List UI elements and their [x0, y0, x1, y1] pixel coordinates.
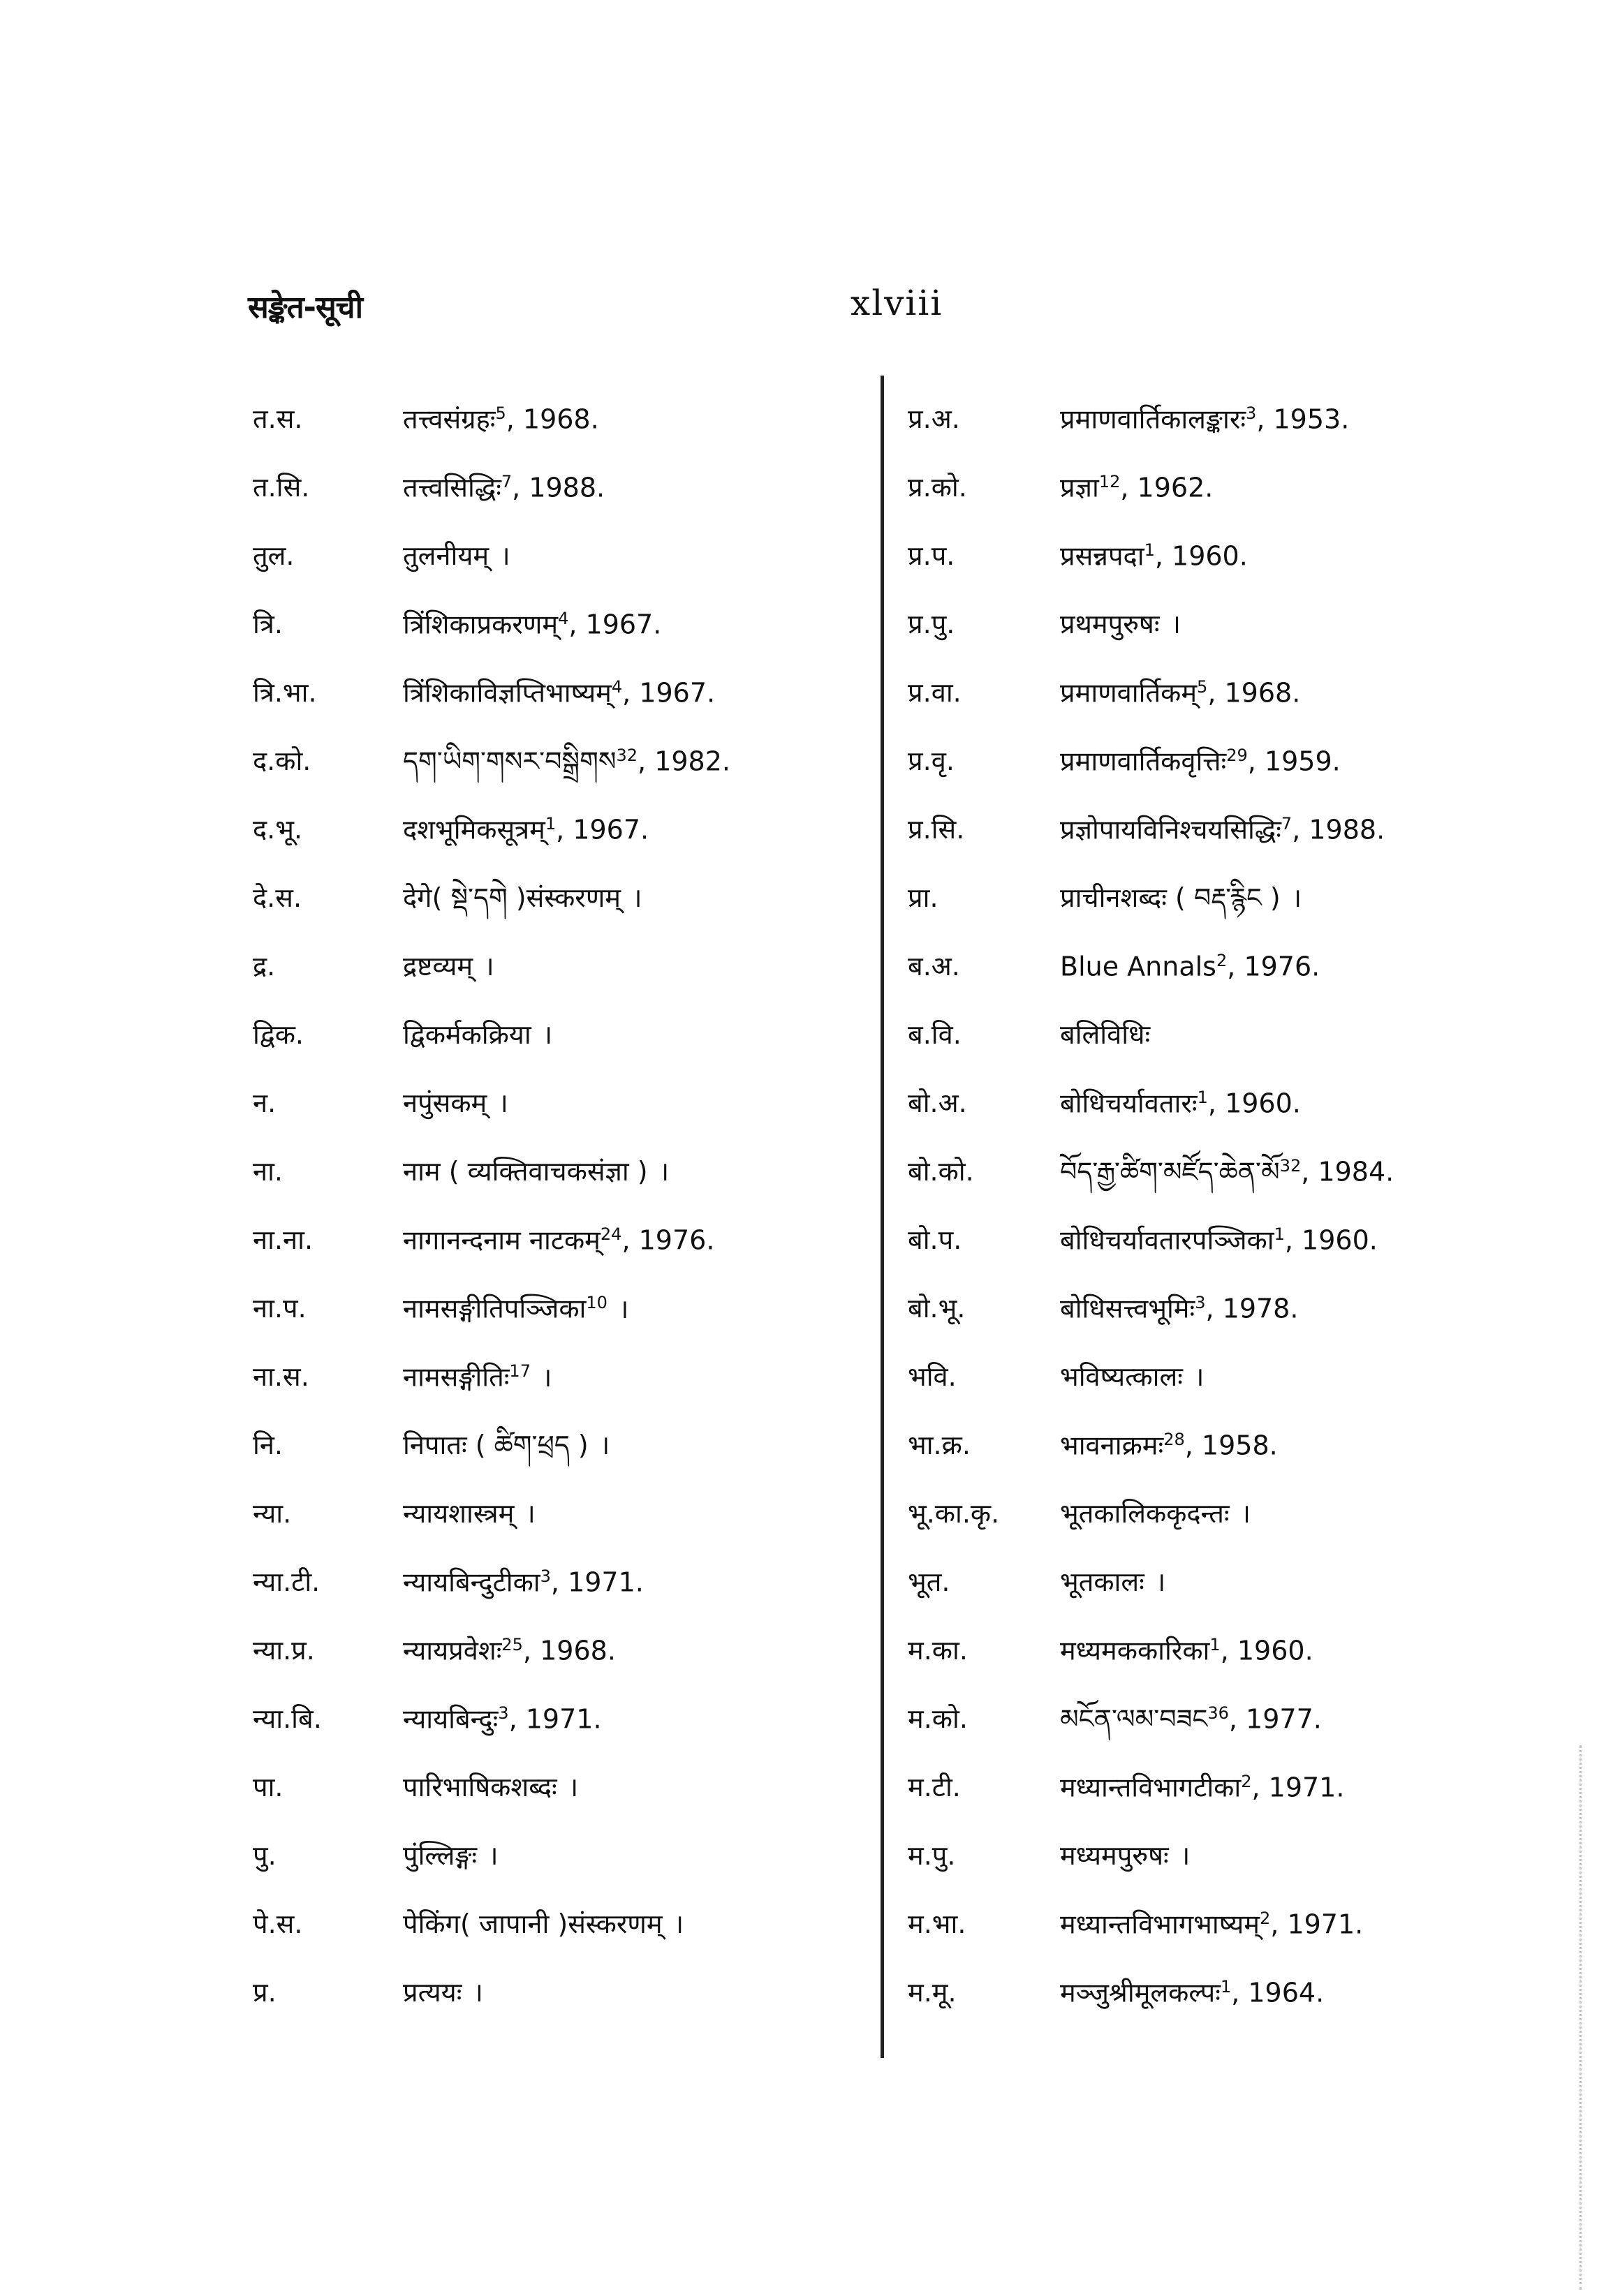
abbreviation-entry: [253, 1498, 867, 1567]
entry-expansion: न्यायशास्त्रम् ।: [403, 1498, 536, 1529]
entry-title: पेकिंग( जापानी )संस्करणम्: [403, 1909, 663, 1939]
abbreviation-entry: [253, 472, 867, 540]
entry-title: མངོན་ལམ་བཟང: [1060, 1703, 1208, 1735]
entry-title: बोधिसत्त्वभूमिः: [1060, 1293, 1195, 1324]
entry-expansion: भविष्यत्कालः ।: [1060, 1361, 1205, 1392]
entry-expansion: भावनाक्रमः$^{28}$, 1958.: [1060, 1430, 1278, 1461]
entry-expansion: न्यायबिन्दुः$^3$, 1971.: [403, 1703, 602, 1735]
entry-expansion: मध्यान्तविभागभाष्यम्$^2$, 1971.: [1060, 1909, 1364, 1940]
entry-title: नामसङ्गीतिः: [403, 1361, 510, 1393]
entry-expansion: देगे( སྡེ་དགེ )संस्करणम् ।: [403, 882, 642, 913]
entry-expansion: མངོན་ལམ་བཟང$^{36}$, 1977.: [1060, 1703, 1322, 1735]
abbreviation-entry: [253, 1567, 867, 1635]
entry-expansion: བོད་རྒྱ་ཚིག་མཛོད་ཆེན་མོ$^{32}$, 1984.: [1060, 1156, 1394, 1187]
abbreviation-entry: [253, 1635, 867, 1703]
entry-title: དག་ཡིག་གསར་བསྒྲིགས: [403, 746, 617, 777]
entry-expansion: प्रत्ययः ।: [403, 1977, 483, 2008]
abbreviation-entry: [253, 1293, 867, 1361]
entry-expansion: प्रज्ञोपायविनिश्चयसिद्धिः$^7$, 1988.: [1060, 814, 1385, 845]
abbreviation-entry: [253, 1909, 867, 1977]
abbreviation-entry: [908, 472, 1508, 540]
section-title: सङ्केत-सूची: [248, 290, 363, 325]
entry-edition-number: 1: [1209, 1635, 1221, 1654]
entry-expansion: मञ्जुश्रीमूलकल्पः$^1$, 1964.: [1060, 1977, 1325, 2008]
right-abbreviation-column: [908, 403, 1508, 2045]
entry-year: 1953: [1273, 403, 1341, 435]
entry-abbreviation: प्र.वा.: [908, 677, 962, 708]
entry-title: नाम ( व्यक्तिवाचकसंज्ञा ): [403, 1156, 648, 1187]
entry-abbreviation: पा.: [253, 1772, 284, 1802]
entry-edition-number: 3: [498, 1703, 509, 1723]
entry-year: 1971: [1287, 1909, 1355, 1940]
entry-expansion: नपुंसकम् ।: [403, 1088, 508, 1118]
left-abbreviation-column: [253, 403, 867, 2045]
abbreviation-entry: [253, 882, 867, 951]
entry-expansion: Blue Annals$^2$, 1976.: [1060, 951, 1320, 982]
entry-abbreviation: नि.: [253, 1430, 284, 1460]
entry-abbreviation: भा.क्र.: [908, 1430, 971, 1460]
entry-expansion: [1060, 1019, 1150, 1051]
entry-year: 1978: [1222, 1293, 1290, 1324]
entry-expansion: དག་ཡིག་གསར་བསྒྲིགས$^{32}$, 1982.: [403, 746, 731, 777]
entry-title: त्रिंशिकाप्रकरणम्: [403, 609, 559, 640]
entry-edition-number: 32: [616, 746, 638, 765]
entry-edition-number: 4: [558, 609, 569, 628]
entry-edition-number: 1: [1144, 540, 1155, 560]
entry-expansion: नामसङ्गीतिः$^{17}$ ।: [403, 1361, 552, 1393]
abbreviation-entry: [253, 1361, 867, 1430]
abbreviation-entry: [908, 1909, 1508, 1977]
abbreviation-entry: [908, 403, 1508, 472]
abbreviation-entry: [908, 1224, 1508, 1293]
abbreviation-entry: [908, 882, 1508, 951]
entry-expansion: बोधिसत्त्वभूमिः$^3$, 1978.: [1060, 1293, 1299, 1324]
abbreviation-entry: [253, 677, 867, 746]
abbreviation-entry: [253, 1703, 867, 1772]
entry-expansion: द्विकर्मकक्रिया ।: [403, 1019, 553, 1050]
entry-expansion: त्रिंशिकाप्रकरणम्$^4$, 1967.: [403, 609, 662, 640]
entry-abbreviation: न्या.टी.: [253, 1567, 321, 1597]
entry-abbreviation: ब.अ.: [908, 951, 960, 982]
entry-title: मध्यान्तविभागभाष्यम्: [1060, 1909, 1260, 1940]
entry-edition-number: 29: [1226, 746, 1248, 765]
abbreviation-entry: [253, 540, 867, 609]
entry-title: प्रमाणवार्तिकवृत्तिः: [1060, 746, 1227, 777]
entry-abbreviation: पे.स.: [253, 1909, 303, 1939]
entry-title: नपुंसकम्: [403, 1088, 487, 1118]
entry-abbreviation: न्या.बि.: [253, 1703, 322, 1734]
entry-abbreviation: म.भा.: [908, 1909, 966, 1939]
page-number: xlviii: [850, 283, 943, 323]
entry-title: तुलनीयम्: [403, 540, 489, 571]
entry-title: न्यायबिन्दुः: [403, 1703, 499, 1735]
entry-year: 1971: [525, 1703, 594, 1735]
entry-title: मञ्जुश्रीमूलकल्पः: [1060, 1977, 1221, 2008]
entry-title: तत्त्वसिद्धिः: [403, 472, 501, 503]
entry-year: 1959: [1264, 746, 1332, 777]
entry-title: नागानन्दनाम नाटकम्: [403, 1224, 601, 1256]
entry-edition-number: 5: [1197, 677, 1208, 697]
entry-title: प्रज्ञोपायविनिश्चयसिद्धिः: [1060, 814, 1281, 845]
entry-abbreviation: तुल.: [253, 540, 295, 571]
entry-edition-number: 24: [600, 1224, 622, 1244]
entry-abbreviation: भूत.: [908, 1567, 950, 1597]
entry-abbreviation: द.भू.: [253, 814, 303, 845]
entry-edition-number: 7: [1281, 814, 1293, 834]
entry-title: बलिविधिः: [1060, 1019, 1151, 1050]
entry-edition-number: 32: [1279, 1156, 1302, 1176]
entry-abbreviation: त.स.: [253, 403, 303, 434]
entry-edition-number: 5: [495, 403, 506, 423]
entry-title: बोधिचर्यावतारपञ्जिका: [1060, 1224, 1274, 1256]
entry-expansion: पुंल्लिङ्गः ।: [403, 1840, 499, 1871]
entry-title: भविष्यत्कालः: [1060, 1361, 1183, 1392]
entry-year: 1967: [639, 677, 707, 709]
entry-abbreviation: ब.वि.: [908, 1019, 962, 1050]
entry-expansion: तुलनीयम् ।: [403, 540, 510, 571]
entry-year: 1982: [654, 746, 722, 777]
entry-year: 1960: [1237, 1635, 1305, 1666]
entry-abbreviation: बो.भू.: [908, 1293, 966, 1324]
entry-title: द्रष्टव्यम्: [403, 951, 473, 982]
entry-abbreviation: द्र.: [253, 951, 276, 982]
entry-abbreviation: बो.को.: [908, 1156, 974, 1187]
entry-expansion: भूतकालः ।: [1060, 1567, 1166, 1597]
entry-expansion: बोधिचर्यावतारः$^1$, 1960.: [1060, 1088, 1301, 1119]
entry-expansion: न्यायबिन्दुटीका$^3$, 1971.: [403, 1567, 644, 1598]
entry-expansion: प्रमाणवार्तिकवृत्तिः$^{29}$, 1959.: [1060, 746, 1341, 777]
column-divider: [881, 376, 884, 2058]
entry-title: न्यायशास्त्रम्: [403, 1498, 515, 1529]
entry-title: भूतकालः: [1060, 1567, 1144, 1597]
entry-expansion: दशभूमिकसूत्रम्$^1$, 1967.: [403, 814, 649, 845]
entry-year: 1976: [638, 1224, 707, 1256]
abbreviation-entry: [908, 1088, 1508, 1156]
abbreviation-entry: [253, 746, 867, 814]
entry-edition-number: 25: [501, 1635, 523, 1654]
entry-year: 1962: [1137, 472, 1205, 503]
entry-abbreviation: प्र.अ.: [908, 403, 960, 434]
entry-expansion: प्रमाणवार्तिकम्$^5$, 1968.: [1060, 677, 1301, 709]
entry-edition-number: 2: [1241, 1772, 1252, 1791]
entry-abbreviation: बो.अ.: [908, 1088, 967, 1118]
entry-year: 1976: [1244, 951, 1312, 982]
entry-year: 1964: [1248, 1977, 1316, 2008]
entry-title: देगे( སྡེ་དགེ )संस्करणम्: [403, 882, 621, 913]
entry-title: द्विकर्मकक्रिया: [403, 1019, 531, 1050]
entry-title: प्रथमपुरुषः: [1060, 609, 1160, 639]
entry-title: Blue Annals: [1060, 951, 1216, 982]
entry-expansion: प्रथमपुरुषः ।: [1060, 609, 1181, 639]
entry-abbreviation: द्विक.: [253, 1019, 304, 1050]
entry-abbreviation: प्र.पु.: [908, 609, 955, 639]
entry-title: बोधिचर्यावतारः: [1060, 1088, 1198, 1119]
entry-abbreviation: त.सि.: [253, 472, 310, 503]
entry-title: प्राचीनशब्दः ( བརྡ་རྙིང ): [1060, 882, 1281, 913]
entry-abbreviation: म.पु.: [908, 1840, 956, 1871]
abbreviation-entry: [253, 1772, 867, 1840]
entry-expansion: नामसङ्गीतिपञ्जिका$^{10}$ ।: [403, 1293, 629, 1324]
entry-title: निपातः ( ཚིག་ཕྲད ): [403, 1430, 589, 1460]
abbreviation-entry: [253, 814, 867, 882]
entry-abbreviation: न.: [253, 1088, 277, 1118]
entry-abbreviation: द.को.: [253, 746, 311, 776]
entry-abbreviation: भवि.: [908, 1361, 957, 1392]
entry-abbreviation: त्रि.: [253, 609, 283, 639]
abbreviation-entry: [908, 951, 1508, 1019]
abbreviation-entry: [908, 1498, 1508, 1567]
abbreviation-entry: [908, 609, 1508, 677]
entry-abbreviation: म.का.: [908, 1635, 968, 1666]
abbreviation-entry: [908, 1156, 1508, 1224]
entry-edition-number: 17: [509, 1361, 531, 1381]
entry-abbreviation: प्र.को.: [908, 472, 967, 503]
abbreviation-entry: [908, 1772, 1508, 1840]
entry-title: दशभूमिकसूत्रम्: [403, 814, 545, 845]
entry-year: 1967: [585, 609, 654, 640]
entry-expansion: बोधिचर्यावतारपञ्जिका$^1$, 1960.: [1060, 1224, 1378, 1256]
abbreviation-entry: [908, 746, 1508, 814]
entry-abbreviation: प्र.सि.: [908, 814, 965, 845]
entry-year: 1968: [540, 1635, 608, 1666]
entry-year: 1960: [1302, 1224, 1369, 1256]
entry-expansion: न्यायप्रवेशः$^{25}$, 1968.: [403, 1635, 616, 1666]
abbreviation-entry: [908, 1635, 1508, 1703]
entry-edition-number: 1: [1220, 1977, 1232, 1997]
abbreviation-entry: [908, 1019, 1508, 1088]
entry-expansion: नाम ( व्यक्तिवाचकसंज्ञा ) ।: [403, 1156, 670, 1187]
abbreviation-entry: [908, 1293, 1508, 1361]
entry-expansion: मध्यान्तविभागटीका$^2$, 1971.: [1060, 1772, 1345, 1803]
entry-abbreviation: प्र.: [253, 1977, 277, 2008]
entry-title: प्रमाणवार्तिकालङ्कारः: [1060, 403, 1246, 435]
entry-abbreviation: ना.प.: [253, 1293, 307, 1324]
entry-edition-number: 3: [1246, 403, 1257, 423]
entry-year: 1960: [1225, 1088, 1293, 1119]
abbreviation-entry: [908, 1703, 1508, 1772]
entry-year: 1967: [573, 814, 641, 845]
entry-edition-number: 7: [501, 472, 513, 491]
abbreviation-entry: [253, 1840, 867, 1909]
abbreviation-entry: [253, 1088, 867, 1156]
entry-edition-number: 1: [545, 814, 557, 834]
entry-title: प्रज्ञा: [1060, 472, 1099, 503]
abbreviation-entry: [908, 677, 1508, 746]
entry-year: 1958: [1201, 1430, 1269, 1461]
entry-abbreviation: म.टी.: [908, 1772, 961, 1802]
entry-title: मध्यमपुरुषः: [1060, 1840, 1169, 1871]
entry-expansion: प्रमाणवार्तिकालङ्कारः$^3$, 1953.: [1060, 403, 1350, 435]
entry-abbreviation: प्र.वृ.: [908, 746, 955, 776]
abbreviation-entry: [253, 1224, 867, 1293]
entry-abbreviation: म.मू.: [908, 1977, 957, 2008]
abbreviation-entry: [908, 1430, 1508, 1498]
entry-expansion: प्रज्ञा$^{12}$, 1962.: [1060, 472, 1214, 503]
entry-abbreviation: पु.: [253, 1840, 277, 1871]
entry-expansion: त्रिंशिकाविज्ञप्तिभाष्यम्$^4$, 1967.: [403, 677, 716, 709]
entry-title: प्रसन्नपदा: [1060, 540, 1144, 572]
entry-title: प्रमाणवार्तिकम्: [1060, 677, 1198, 709]
abbreviation-entry: [253, 1019, 867, 1088]
entry-year: 1971: [568, 1567, 635, 1598]
entry-edition-number: 3: [540, 1567, 551, 1586]
abbreviation-entry: [908, 1361, 1508, 1430]
entry-title: न्यायप्रवेशः: [403, 1635, 502, 1666]
entry-edition-number: 28: [1163, 1430, 1185, 1449]
entry-title: न्यायबिन्दुटीका: [403, 1567, 540, 1598]
abbreviation-entry: [908, 1977, 1508, 2045]
entry-edition-number: 1: [1274, 1224, 1285, 1244]
entry-abbreviation: प्रा.: [908, 882, 938, 913]
entry-expansion: मध्यमपुरुषः ।: [1060, 1840, 1191, 1871]
entry-edition-number: 2: [1260, 1909, 1271, 1928]
entry-abbreviation: प्र.प.: [908, 540, 955, 571]
entry-year: 1968: [522, 403, 591, 435]
abbreviation-entry: [908, 1840, 1508, 1909]
entry-edition-number: 10: [586, 1293, 608, 1312]
entry-abbreviation: बो.प.: [908, 1224, 962, 1255]
entry-expansion: नागानन्दनाम नाटकम्$^{24}$, 1976.: [403, 1224, 715, 1256]
entry-title: प्रत्ययः: [403, 1977, 462, 2008]
entry-expansion: प्रसन्नपदा$^1$, 1960.: [1060, 540, 1248, 572]
entry-title: पारिभाषिकशब्दः: [403, 1772, 557, 1802]
entry-title: भूतकालिककृदन्तः: [1060, 1498, 1230, 1529]
entry-expansion: पेकिंग( जापानी )संस्करणम् ।: [403, 1909, 684, 1939]
entry-title: मध्यमककारिका: [1060, 1635, 1210, 1666]
entry-abbreviation: न्या.प्र.: [253, 1635, 315, 1666]
abbreviation-entry: [908, 814, 1508, 882]
entry-abbreviation: म.को.: [908, 1703, 968, 1734]
abbreviation-entry: [253, 609, 867, 677]
entry-year: 1988: [1309, 814, 1377, 845]
entry-year: 1960: [1172, 540, 1239, 572]
entry-expansion: तत्त्वसिद्धिः$^7$, 1988.: [403, 472, 605, 503]
entry-abbreviation: ना.स.: [253, 1361, 309, 1392]
abbreviation-entry: [908, 1567, 1508, 1635]
entry-title: བོད་རྒྱ་ཚིག་མཛོད་ཆེན་མོ: [1060, 1156, 1280, 1187]
entry-expansion: पारिभाषिकशब्दः ।: [403, 1772, 579, 1802]
entry-expansion: द्रष्टव्यम् ।: [403, 951, 494, 982]
entry-title: मध्यान्तविभागटीका: [1060, 1772, 1242, 1803]
abbreviation-entry: [253, 1156, 867, 1224]
abbreviation-entry: [253, 403, 867, 472]
entry-year: 1988: [529, 472, 597, 503]
entry-abbreviation: भू.का.कृ.: [908, 1498, 1000, 1529]
entry-expansion: मध्यमककारिका$^1$, 1960.: [1060, 1635, 1313, 1666]
entry-expansion: निपातः ( ཚིག་ཕྲད ) ।: [403, 1430, 610, 1460]
entry-year: 1968: [1224, 677, 1293, 709]
entry-abbreviation: ना.: [253, 1156, 284, 1187]
entry-edition-number: 36: [1207, 1703, 1229, 1723]
entry-title: तत्त्वसंग्रहः: [403, 403, 496, 435]
entry-edition-number: 4: [611, 677, 623, 697]
entry-year: 1971: [1268, 1772, 1336, 1803]
entry-year: 1977: [1246, 1703, 1313, 1735]
entry-edition-number: 12: [1098, 472, 1121, 491]
entry-title: नामसङ्गीतिपञ्जिका: [403, 1293, 587, 1324]
entry-title: पुंल्लिङ्गः: [403, 1840, 478, 1871]
entry-year: 1984: [1318, 1156, 1386, 1187]
entry-expansion: तत्त्वसंग्रहः$^5$, 1968.: [403, 403, 599, 435]
entry-edition-number: 3: [1195, 1293, 1206, 1312]
entry-abbreviation: न्या.: [253, 1498, 292, 1529]
entry-abbreviation: ना.ना.: [253, 1224, 314, 1255]
scan-margin-marks: [1580, 1745, 1586, 2290]
entry-abbreviation: दे.स.: [253, 882, 302, 913]
entry-edition-number: 2: [1216, 951, 1228, 970]
entry-abbreviation: त्रि.भा.: [253, 677, 317, 708]
abbreviation-entry: [908, 540, 1508, 609]
entry-expansion: भूतकालिककृदन्तः ।: [1060, 1498, 1251, 1529]
abbreviation-entry: [253, 1430, 867, 1498]
abbreviation-entry: [253, 951, 867, 1019]
entry-expansion: प्राचीनशब्दः ( བརྡ་རྙིང ) ।: [1060, 882, 1302, 913]
entry-edition-number: 1: [1197, 1088, 1208, 1107]
abbreviation-entry: [253, 1977, 867, 2045]
entry-title: त्रिंशिकाविज्ञप्तिभाष्यम्: [403, 677, 612, 709]
entry-title: भावनाक्रमः: [1060, 1430, 1164, 1461]
